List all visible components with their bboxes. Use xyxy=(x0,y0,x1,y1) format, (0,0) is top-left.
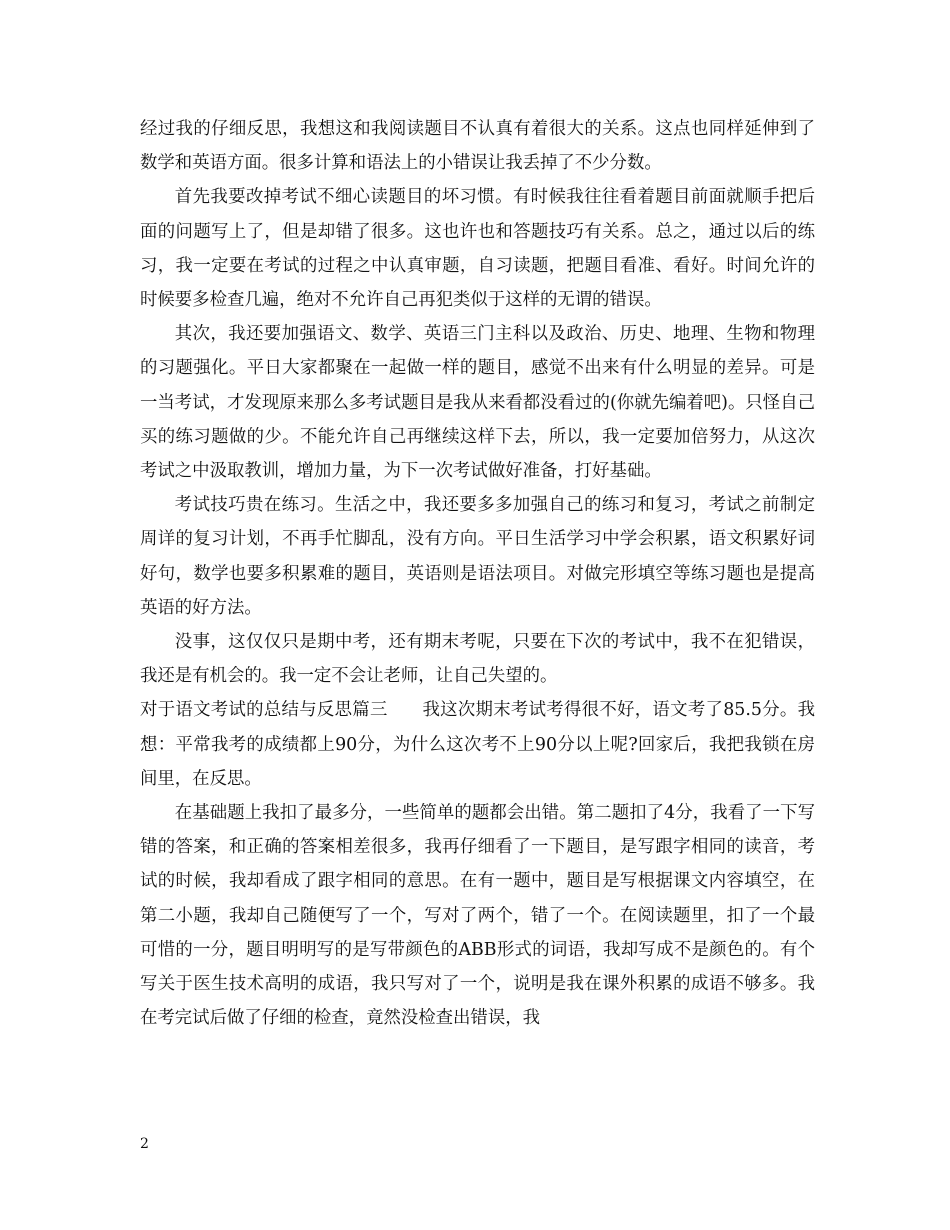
paragraph-4: 考试技巧贵在练习。生活之中，我还要多多加强自己的练习和复习，考试之前制定周详的复习计划，不再手忙脚乱，没有方向。平日生活学习中学会积累，语文积累好词好句，数学也要多积累难的题目，英语则是语法项目。对做完形填空等练习题也是提高英语的好方法。 xyxy=(140,495,815,618)
section-heading: 对于语文考试的总结与反思篇三 xyxy=(140,700,388,721)
closing-paragraph: 在基础题上我扣了最多分，一些简单的题都会出错。第二题扣了4分，我看了一下写错的答案，和正确的答案相差很多，我再仔细看了一下题目，是写跟字相同的读音，考试的时候，我却看成了跟字相同的意思。在有一题中，题目是写根据课文内容填空，在第二小题，我却自己随便写了一个，写对了两个，错了一个。在阅读题里，扣了一个最可惜的一分，题目明明写的是写带颜色的ABB形式的词语，我却写成不是颜色的。有个写关于医生技术高明的成语，我只写对了一个，说明是我在课外积累的成语不够多。我在考完试后做了仔细的检查，竟然没检查出错误，我 xyxy=(140,803,815,1029)
document-body xyxy=(140,112,815,1035)
page-number: 2 xyxy=(140,1136,149,1152)
paragraph-5: 没事，这仅仅只是期中考，还有期末考呢，只要在下次的考试中，我不在犯错误，我还是有机会的。我一定不会让老师，让自己失望的。 xyxy=(140,632,815,687)
section-paragraph xyxy=(140,693,815,796)
section-intro: 我这次期末考试考得很不好，语文考了85.5分。我想：平常我考的成绩都上90分，为什么这次考不上90分以上呢?回家后，我把我锁在房间里，在反思。 xyxy=(140,700,815,789)
paragraph-3: 其次，我还要加强语文、数学、英语三门主科以及政治、历史、地理、生物和物理的习题强化。平日大家都聚在一起做一样的题目，感觉不出来有什么明显的差异。可是一当考试，才发现原来那么多考试题目是我从来看都没看过的(你就先编着吧)。只怪自己买的练习题做的少。不能允许自己再继续这样下去，所以，我一定要加倍努力，从这次考试之中汲取教训，增加力量，为下一次考试做好准备，打好基础。 xyxy=(140,324,815,482)
paragraph-2: 首先我要改掉考试不细心读题目的坏习惯。有时候我往往看着题目前面就顺手把后面的问题写上了，但是却错了很多。这也许也和答题技巧有关系。总之，通过以后的练习，我一定要在考试的过程之中认真审题，自习读题，把题目看准、看好。时间允许的时候要多检查几遍，绝对不允许自己再犯类似于这样的无谓的错误。 xyxy=(140,187,815,311)
paragraph-1: 经过我的仔细反思，我想这和我阅读题目不认真有着很大的关系。这点也同样延伸到了数学和英语方面。很多计算和语法上的小错误让我丢掉了不少分数。 xyxy=(140,119,815,174)
